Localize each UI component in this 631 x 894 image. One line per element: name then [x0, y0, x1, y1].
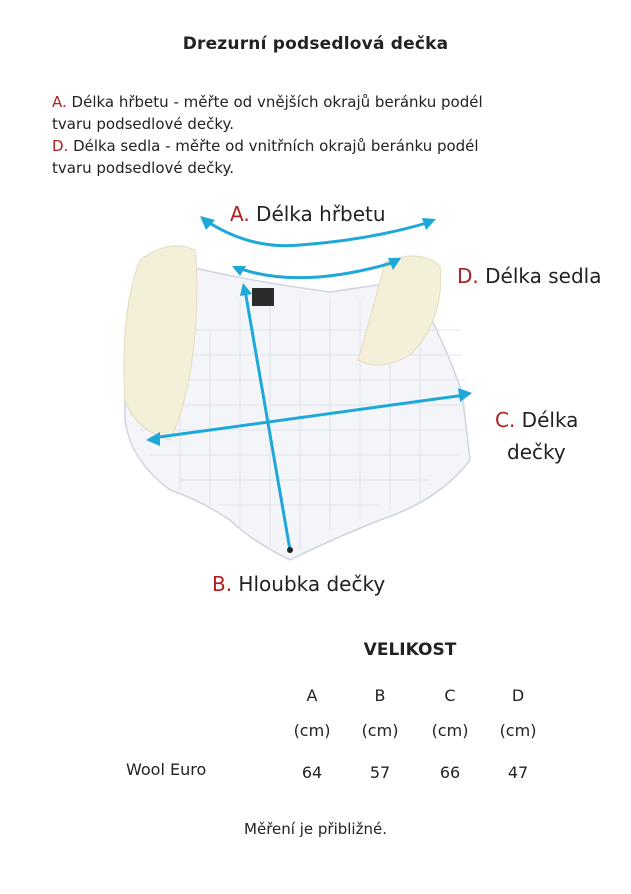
column-unit: (cm) — [361, 721, 399, 740]
label-a: A. Délka hřbetu — [230, 202, 386, 226]
label-c: C. Délka dečky — [495, 408, 579, 464]
column-unit: (cm) — [293, 721, 331, 740]
description-line: A. Délka hřbetu - měřte od vnějších okrajů beránku podél — [52, 93, 483, 111]
table-cell: 66 — [439, 763, 461, 782]
column-header: B — [374, 686, 386, 705]
label-b: B. Hloubka dečky — [212, 572, 386, 596]
table-cell: 57 — [369, 763, 391, 782]
table-cell: 64 — [301, 763, 323, 782]
description — [52, 91, 592, 179]
size-table-heading: VELIKOST — [363, 640, 457, 660]
column-header: C — [444, 686, 456, 705]
page-title: Drezurní podsedlová dečka — [182, 34, 449, 54]
description-line: tvaru podsedlové dečky. — [52, 159, 235, 177]
arrow-d — [238, 262, 395, 278]
logo-patch — [252, 288, 274, 306]
column-header: D — [511, 686, 525, 705]
table-cell: 47 — [507, 763, 529, 782]
column-header: A — [306, 686, 318, 705]
description-line: D. Délka sedla - měřte od vnitřních okrajů beránku podél — [52, 137, 479, 155]
saddle-pad-diagram — [0, 190, 631, 610]
arrow-b-end — [287, 547, 293, 553]
label-d: D. Délka sedla — [457, 264, 602, 288]
table-row-label: Wool Euro — [126, 760, 207, 779]
description-line: tvaru podsedlové dečky. — [52, 115, 235, 133]
measurement-note: Měření je přibližné. — [244, 820, 387, 838]
column-unit: (cm) — [431, 721, 469, 740]
column-unit: (cm) — [499, 721, 537, 740]
saddle-pad-illustration — [0, 190, 631, 610]
